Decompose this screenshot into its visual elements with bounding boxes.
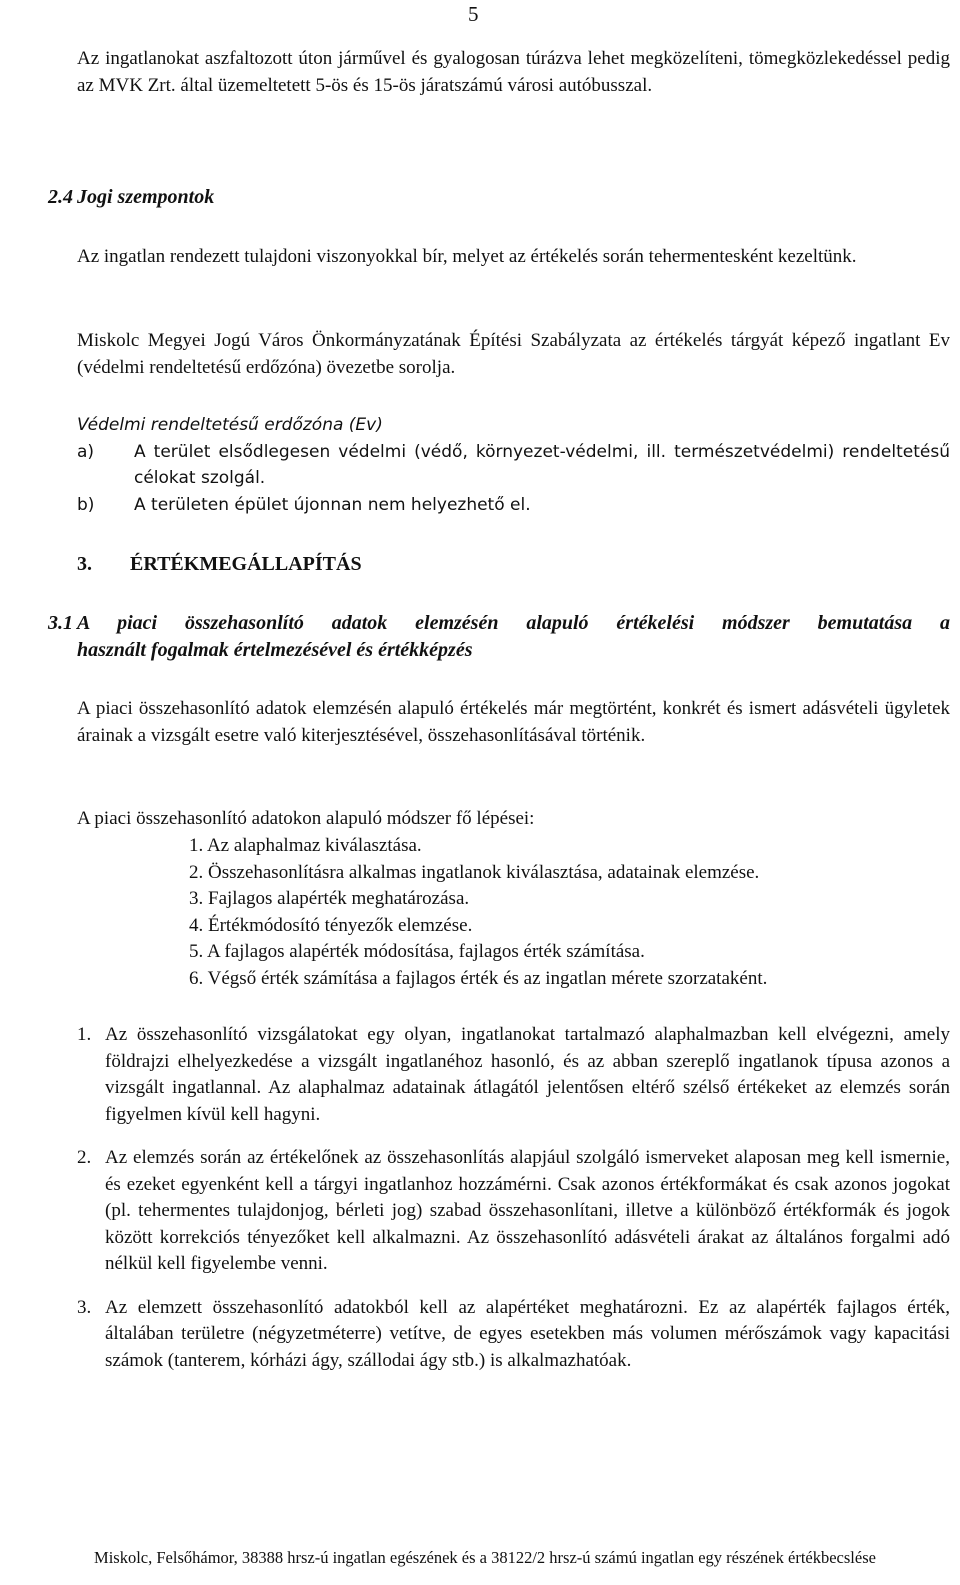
- item-text: Az elemzés során az értékelőnek az összehasonlítás alapjául szolgáló ismerveket alaposan meg kell ismernie, és ezeket egyenként kell a tárgyi ingatlanhoz hozzámérni. Csak azonos értékformákat és csak azonos jogokat (pl. tehermentes tulajdonjog, bérleti jog) szabad összehasonlítani, illetve a különböző értékformák és jogok között korrekciós tényezőket kell alkalmazni. Az összehasonlító adásvételi árakat az általános forgalmi adó nélkül kell figyelembe venni.: [105, 1147, 950, 1274]
- item-text: A területen épület újonnan nem helyezhető el.: [134, 494, 531, 515]
- subsection-number: 3.1: [48, 612, 73, 634]
- page-footer: Miskolc, Felsőhámor, 38388 hrsz-ú ingatlan egészének és a 38122/2 hrsz-ú számú ingatlan egy részének értékbecslése: [94, 1548, 876, 1567]
- item-label: a): [77, 441, 95, 462]
- subsection-title-line-1: A piaci összehasonlító adatok elemzésén alapuló értékelési módszer bemutatása a: [77, 612, 950, 634]
- page-number: 5: [468, 2, 479, 26]
- list-item: [77, 1145, 950, 1278]
- section-title: Jogi szempontok: [77, 186, 215, 208]
- list-item: [77, 439, 950, 492]
- legal-paragraph-1: Az ingatlan rendezett tulajdoni viszonyokkal bír, melyet az értékelés során tehermentesként kezeltünk.: [77, 246, 857, 267]
- list-item: 2. Összehasonlításra alkalmas ingatlanok kiválasztása, adatainak elemzése.: [189, 861, 760, 883]
- item-label: 2.: [77, 1147, 92, 1168]
- method-paragraph: A piaci összehasonlító adatok elemzésén alapuló értékelés már megtörtént, konkrét és ismert adásvételi ügyletek árainak a vizsgált esetre való kiterjesztésével, összehasonlításával történik.: [77, 698, 950, 746]
- list-item: [77, 492, 950, 519]
- section-title: ÉRTÉKMEGÁLLAPÍTÁS: [130, 553, 362, 575]
- explanation-list: [77, 1022, 950, 1391]
- zone-title: Védelmi rendeltetésű erdőzóna (Ev): [77, 415, 383, 435]
- list-item: 3. Fajlagos alapérték meghatározása.: [189, 888, 470, 909]
- zone-list: [77, 439, 950, 519]
- subsection-title-line-2: használt fogalmak értelmezésével és értékképzés: [77, 639, 473, 661]
- list-item: [77, 1022, 950, 1128]
- intro-paragraph: Az ingatlanokat aszfaltozott úton járművel és gyalogosan túrázva lehet megközelíteni, tömegközlekedéssel pedig az MVK Zrt. által üzemeltetett 5-ös és 15-ös járatszámú városi autóbusszal.: [77, 48, 950, 96]
- list-item: 4. Értékmódosító tényezők elemzése.: [189, 914, 473, 936]
- item-label: 1.: [77, 1024, 92, 1045]
- item-text: A terület elsődlegesen védelmi (védő, környezet-védelmi, ill. természetvédelmi) rendeltetésű célokat szolgál.: [134, 441, 950, 488]
- section-number: 2.4: [48, 186, 73, 208]
- item-text: Az összehasonlító vizsgálatokat egy olyan, ingatlanokat tartalmazó alaphalmazban kell elvégezni, amely földrajzi elhelyezkedése a vizsgált ingatlanéhoz hasonló, és az abban szereplő ingatlanok típusa azonos a vizsgált ingatlannal. Az alaphalmaz adatainak átlagától jelentősen eltérő szélső értékeket az elemzés során figyelmen kívül kell hagyni.: [105, 1024, 950, 1125]
- legal-paragraph-2: Miskolc Megyei Jogú Város Önkormányzatának Építési Szabályzata az értékelés tárgyát képező ingatlant Ev (védelmi rendeltetésű erdőzóna) övezetbe sorolja.: [77, 330, 950, 378]
- section-number: 3.: [77, 553, 92, 575]
- list-item: 6. Végső érték számítása a fajlagos érték és az ingatlan mérete szorzataként.: [189, 967, 768, 989]
- item-text: Az elemzett összehasonlító adatokból kell az alapértéket meghatározni. Ez az alapérték fajlagos érték, általában területre (négyzetméterre) vetítve, de egyes esetekben más volumen mérőszámok vagy kapacitási számok (tanterem, kórházi ágy, szállodai ágy stb.) is alkalmazhatóak.: [105, 1296, 950, 1371]
- item-label: 3.: [77, 1296, 92, 1318]
- zone-block: [77, 412, 950, 518]
- list-item: [77, 1295, 950, 1375]
- list-item: 1. Az alaphalmaz kiválasztása.: [189, 835, 422, 856]
- list-item: 5. A fajlagos alapérték módosítása, fajlagos érték számítása.: [189, 941, 645, 962]
- steps-list: [189, 833, 767, 992]
- steps-intro: A piaci összehasonlító adatokon alapuló módszer fő lépései:: [77, 808, 535, 829]
- item-label: b): [77, 494, 95, 515]
